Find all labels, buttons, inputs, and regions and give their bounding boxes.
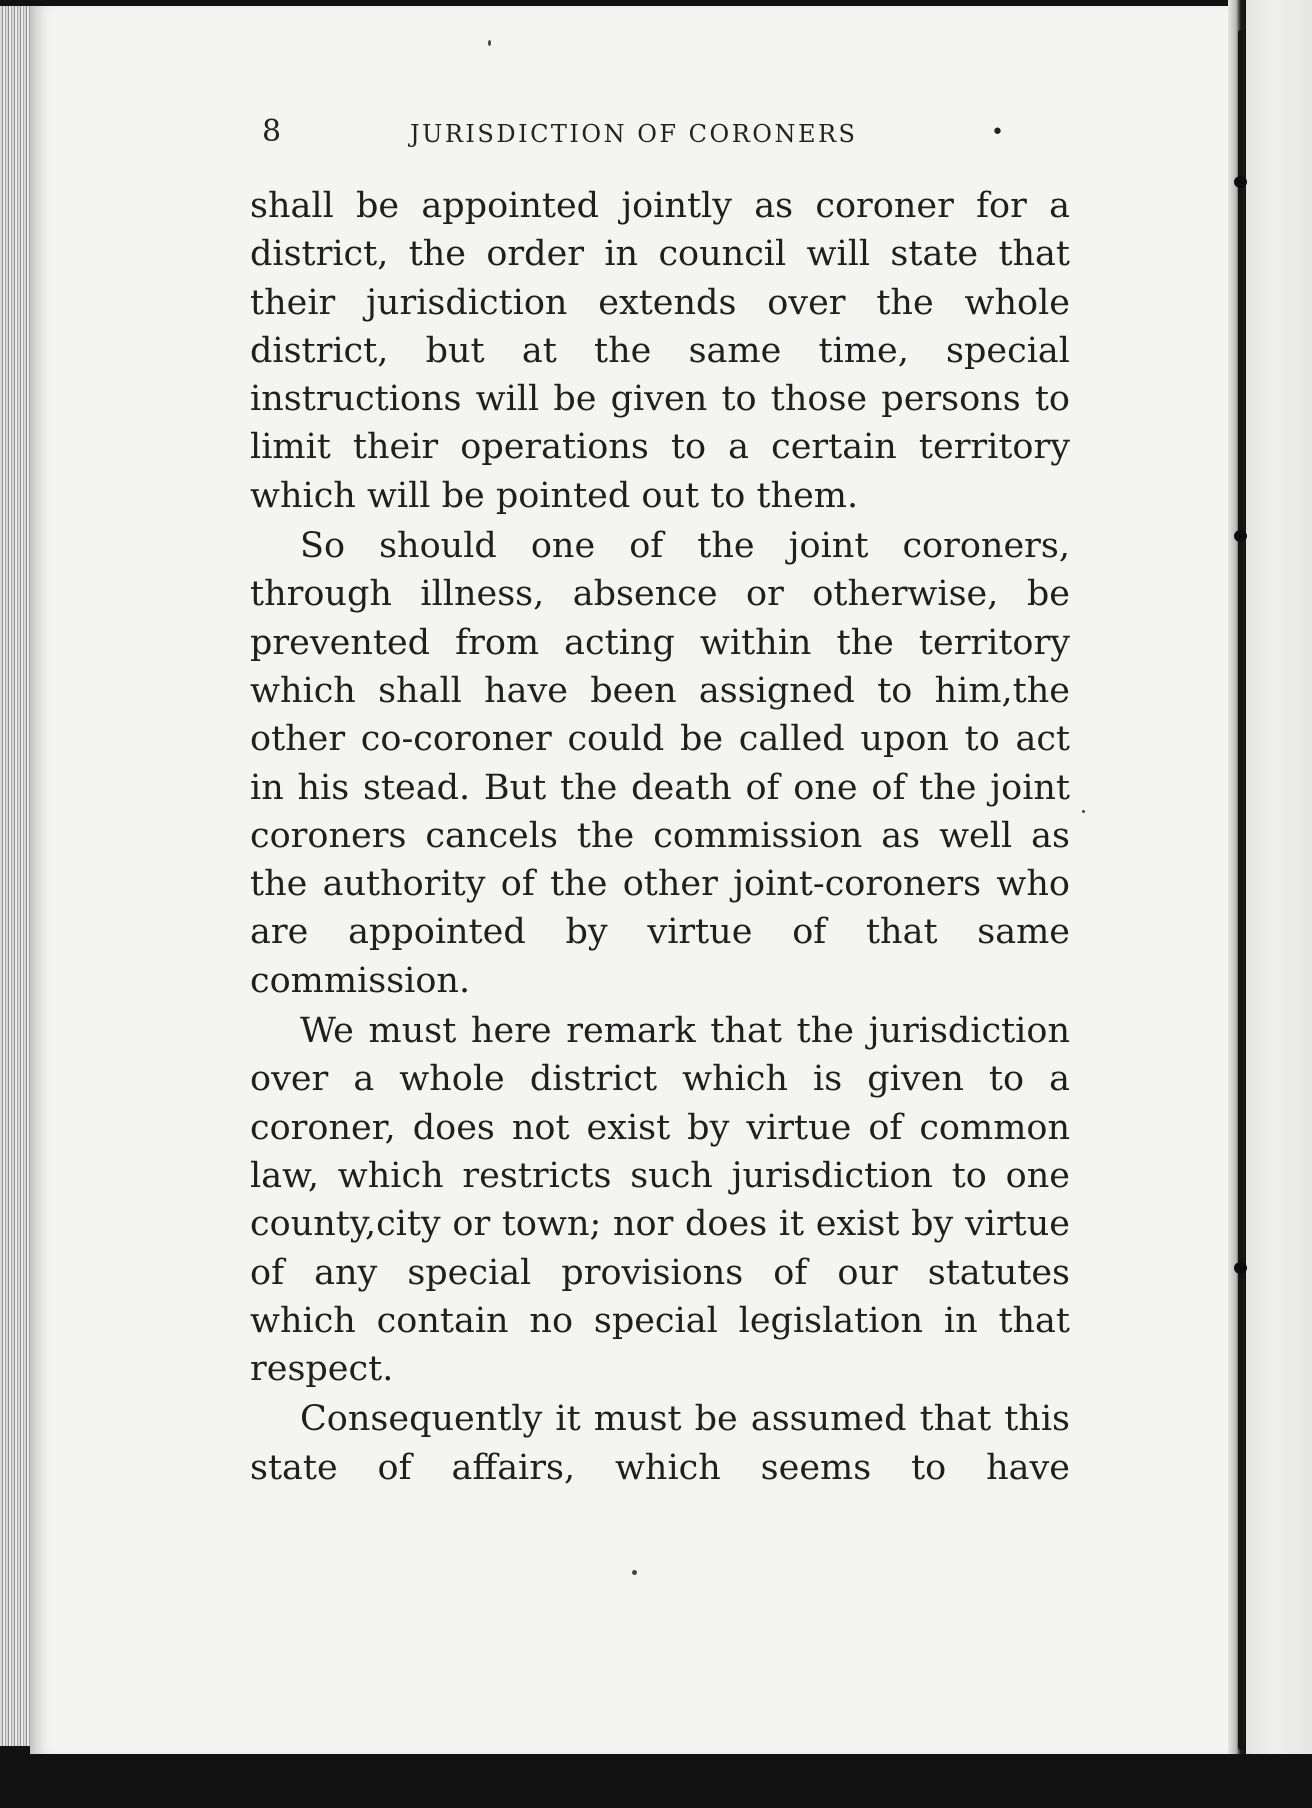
page-edges bbox=[0, 6, 34, 1746]
ink-speck bbox=[1082, 810, 1085, 813]
running-head-mark: • bbox=[991, 120, 1004, 145]
page-number: 8 bbox=[262, 114, 282, 149]
ink-speck bbox=[632, 1570, 637, 1575]
ink-speck bbox=[488, 40, 491, 46]
binding-thread-knot bbox=[1234, 176, 1247, 188]
paragraph: Consequently it must be assumed that this state of affairs, which seems to have bbox=[250, 1399, 1070, 1488]
binding-fold-line bbox=[1238, 30, 1243, 1750]
running-title: JURISDICTION OF CORONERS bbox=[410, 120, 858, 148]
next-page-edge bbox=[1246, 0, 1312, 1766]
running-head bbox=[262, 112, 1022, 156]
binding-thread-knot bbox=[1234, 1262, 1247, 1274]
paragraph: shall be appointed jointly as coroner for a district, the order in council will state that their jurisdiction extends over the whole district, but at the same time, special instructions will be given to those persons to limit their operations to a certain territory which will be pointed out to them. bbox=[250, 186, 1070, 516]
paragraph: So should one of the joint coroners, through illness, absence or otherwise, be prevented from acting within the territory which shall have been assigned to him,the other co-coroner could be called upon to act in his stead. But the death of one of the joint coroners cancels the commission as well as the authority of the other joint-coroners who are appointed by virtue of that same commission. bbox=[250, 526, 1070, 1001]
paragraph: We must here remark that the jurisdiction over a whole district which is given to a coroner, does not exist by virtue of common law, which restricts such jurisdiction to one county,city or town; nor does it exist by virtue of any special provisions of our statutes which contain no special legislation in that respect. bbox=[250, 1011, 1070, 1390]
book-binding bbox=[1228, 0, 1246, 1766]
binding-thread-knot bbox=[1234, 530, 1247, 542]
body-text bbox=[250, 182, 1070, 1492]
scan-bottom-border bbox=[0, 1754, 1312, 1808]
